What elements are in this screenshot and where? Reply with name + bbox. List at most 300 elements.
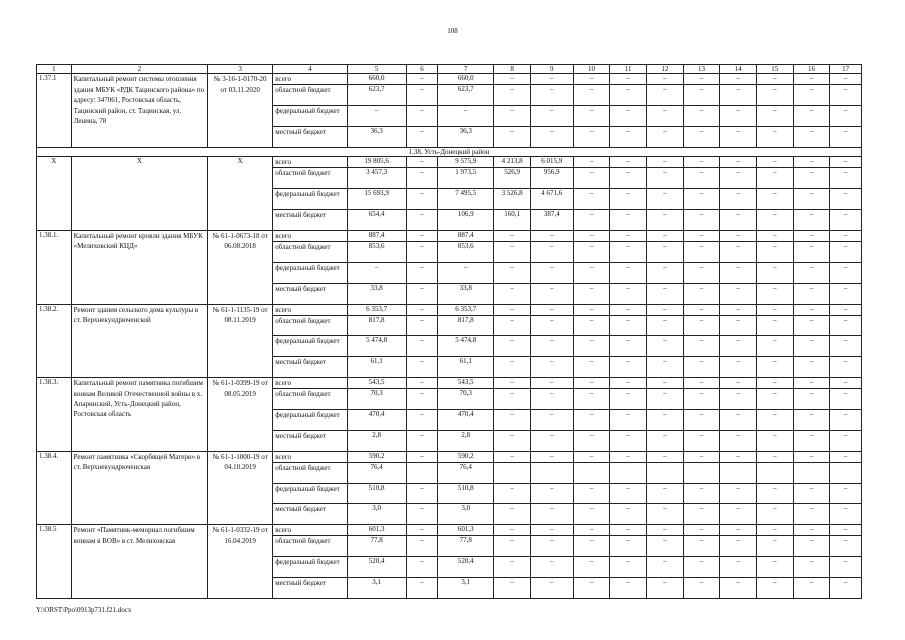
amount-cell: – bbox=[793, 357, 830, 378]
amount-cell: – bbox=[793, 536, 830, 557]
amount-cell: 660,0 bbox=[438, 74, 494, 85]
column-number-row bbox=[37, 65, 862, 74]
amount-cell: 590,2 bbox=[347, 451, 406, 462]
amount-cell: – bbox=[756, 483, 793, 504]
amount-cell: 160,1 bbox=[494, 210, 531, 231]
amount-cell: – bbox=[720, 525, 757, 536]
column-number: 16 bbox=[793, 65, 830, 74]
amount-cell: – bbox=[830, 168, 862, 189]
column-number: 6 bbox=[406, 65, 438, 74]
amount-cell: – bbox=[610, 504, 647, 525]
amount-cell: – bbox=[793, 430, 830, 451]
amount-cell: – bbox=[573, 504, 610, 525]
amount-cell bbox=[573, 462, 610, 483]
funding-source: областной бюджет bbox=[273, 315, 347, 336]
amount-cell: – bbox=[646, 106, 683, 127]
amount-cell: – bbox=[530, 304, 573, 315]
amount-cell: 601,3 bbox=[347, 525, 406, 536]
amount-cell: 106,9 bbox=[438, 210, 494, 231]
amount-cell: – bbox=[494, 127, 531, 148]
amount-cell: – bbox=[573, 409, 610, 430]
amount-cell: – bbox=[793, 525, 830, 536]
amount-cell: – bbox=[494, 430, 531, 451]
amount-cell: – bbox=[720, 577, 757, 598]
amount-cell: – bbox=[720, 157, 757, 168]
amount-cell: – bbox=[756, 389, 793, 410]
column-number: 14 bbox=[720, 65, 757, 74]
amount-cell: – bbox=[573, 378, 610, 389]
amount-cell: 510,8 bbox=[438, 483, 494, 504]
amount-cell: – bbox=[683, 127, 720, 148]
amount-cell: – bbox=[494, 525, 531, 536]
amount-cell: – bbox=[494, 378, 531, 389]
funding-source: федеральный бюджет bbox=[273, 262, 347, 283]
amount-cell: 543,5 bbox=[347, 378, 406, 389]
table-row bbox=[37, 378, 862, 389]
amount-cell bbox=[830, 462, 862, 483]
funding-source: областной бюджет bbox=[273, 536, 347, 557]
amount-cell: – bbox=[494, 483, 531, 504]
amount-cell: – bbox=[406, 210, 438, 231]
amount-cell: – bbox=[830, 304, 862, 315]
amount-cell: 623,7 bbox=[438, 85, 494, 106]
funding-source: областной бюджет bbox=[273, 389, 347, 410]
row-marker: Х bbox=[37, 157, 72, 231]
amount-cell: – bbox=[830, 85, 862, 106]
amount-cell: – bbox=[683, 304, 720, 315]
amount-cell: – bbox=[573, 557, 610, 578]
amount-cell: – bbox=[610, 189, 647, 210]
amount-cell: – bbox=[610, 451, 647, 462]
amount-cell: – bbox=[720, 283, 757, 304]
funding-source: местный бюджет bbox=[273, 283, 347, 304]
amount-cell: – bbox=[720, 409, 757, 430]
table-row bbox=[37, 525, 862, 536]
item-number: 1.37.1 bbox=[37, 74, 72, 148]
funding-source: местный бюджет bbox=[273, 430, 347, 451]
amount-cell bbox=[756, 462, 793, 483]
amount-cell: – bbox=[406, 230, 438, 241]
amount-cell: – bbox=[406, 336, 438, 357]
amount-cell: – bbox=[494, 85, 531, 106]
amount-cell: – bbox=[830, 283, 862, 304]
amount-cell: – bbox=[573, 336, 610, 357]
amount-cell: 4 671,6 bbox=[530, 189, 573, 210]
amount-cell: – bbox=[406, 304, 438, 315]
amount-cell: – bbox=[494, 74, 531, 85]
amount-cell: 1 973,5 bbox=[438, 168, 494, 189]
amount-cell: – bbox=[830, 127, 862, 148]
amount-cell: – bbox=[756, 536, 793, 557]
amount-cell: – bbox=[646, 85, 683, 106]
amount-cell: 601,3 bbox=[438, 525, 494, 536]
amount-cell: – bbox=[756, 304, 793, 315]
amount-cell: 76,4 bbox=[347, 462, 406, 483]
amount-cell: – bbox=[573, 315, 610, 336]
amount-cell: – bbox=[830, 577, 862, 598]
amount-cell: – bbox=[646, 389, 683, 410]
column-number: 13 bbox=[683, 65, 720, 74]
amount-cell: 887,4 bbox=[438, 230, 494, 241]
amount-cell: – bbox=[610, 283, 647, 304]
amount-cell: – bbox=[610, 210, 647, 231]
amount-cell: 7 495,5 bbox=[438, 189, 494, 210]
amount-cell: – bbox=[793, 210, 830, 231]
amount-cell: – bbox=[756, 336, 793, 357]
amount-cell: – bbox=[830, 336, 862, 357]
amount-cell: – bbox=[610, 389, 647, 410]
amount-cell: – bbox=[830, 74, 862, 85]
amount-cell: 623,7 bbox=[347, 85, 406, 106]
amount-cell: – bbox=[683, 557, 720, 578]
amount-cell: 510,8 bbox=[347, 483, 406, 504]
amount-cell: – bbox=[610, 577, 647, 598]
funding-source: местный бюджет bbox=[273, 357, 347, 378]
amount-cell: – bbox=[683, 283, 720, 304]
amount-cell: – bbox=[756, 189, 793, 210]
amount-cell: – bbox=[830, 536, 862, 557]
amount-cell: – bbox=[494, 315, 531, 336]
amount-cell: – bbox=[720, 85, 757, 106]
amount-cell: – bbox=[494, 357, 531, 378]
amount-cell: – bbox=[683, 536, 720, 557]
amount-cell: – bbox=[756, 106, 793, 127]
amount-cell: – bbox=[683, 85, 720, 106]
amount-cell: – bbox=[720, 451, 757, 462]
amount-cell: – bbox=[683, 315, 720, 336]
amount-cell: 6 353,7 bbox=[347, 304, 406, 315]
amount-cell: – bbox=[646, 189, 683, 210]
amount-cell: – bbox=[720, 504, 757, 525]
amount-cell: – bbox=[530, 378, 573, 389]
amount-cell: – bbox=[756, 74, 793, 85]
item-document: № 3-16-1-0170-20 от 03.11.2020 bbox=[208, 74, 273, 148]
amount-cell bbox=[793, 462, 830, 483]
funding-source: федеральный бюджет bbox=[273, 189, 347, 210]
amount-cell: – bbox=[756, 504, 793, 525]
column-number: 1 bbox=[37, 65, 72, 74]
amount-cell: – bbox=[406, 189, 438, 210]
amount-cell: – bbox=[830, 241, 862, 262]
amount-cell: – bbox=[494, 577, 531, 598]
amount-cell: – bbox=[573, 304, 610, 315]
amount-cell: – bbox=[646, 504, 683, 525]
amount-cell: – bbox=[830, 210, 862, 231]
column-number: 12 bbox=[646, 65, 683, 74]
amount-cell: – bbox=[646, 241, 683, 262]
amount-cell: – bbox=[756, 315, 793, 336]
amount-cell: – bbox=[793, 283, 830, 304]
amount-cell: – bbox=[610, 106, 647, 127]
amount-cell: – bbox=[793, 127, 830, 148]
item-number: 1.38.3. bbox=[37, 378, 72, 452]
amount-cell: – bbox=[530, 483, 573, 504]
amount-cell: 77,8 bbox=[438, 536, 494, 557]
amount-cell: – bbox=[494, 536, 531, 557]
amount-cell: – bbox=[830, 525, 862, 536]
amount-cell: – bbox=[530, 525, 573, 536]
amount-cell: – bbox=[610, 483, 647, 504]
amount-cell: – bbox=[573, 85, 610, 106]
amount-cell bbox=[494, 462, 531, 483]
amount-cell: – bbox=[756, 430, 793, 451]
amount-cell: – bbox=[610, 168, 647, 189]
table-row bbox=[37, 230, 862, 241]
amount-cell: – bbox=[646, 315, 683, 336]
amount-cell: – bbox=[406, 357, 438, 378]
amount-cell: 387,4 bbox=[530, 210, 573, 231]
item-name: Ремонт памятника «Скорбящей Матери» в ст. Верхнекундрюченская bbox=[71, 451, 207, 525]
funding-source: федеральный бюджет bbox=[273, 336, 347, 357]
funding-source: местный бюджет bbox=[273, 210, 347, 231]
amount-cell: – bbox=[646, 557, 683, 578]
amount-cell: – bbox=[756, 210, 793, 231]
funding-source: местный бюджет bbox=[273, 577, 347, 598]
amount-cell: – bbox=[406, 451, 438, 462]
amount-cell: – bbox=[646, 283, 683, 304]
amount-cell: – bbox=[530, 389, 573, 410]
amount-cell: – bbox=[646, 409, 683, 430]
amount-cell: – bbox=[720, 168, 757, 189]
table-body bbox=[37, 65, 862, 599]
amount-cell: – bbox=[438, 106, 494, 127]
item-name: Ремонт здания сельского дома культуры в ст. Верхнекундрюченской bbox=[71, 304, 207, 378]
amount-cell: – bbox=[683, 241, 720, 262]
amount-cell: – bbox=[683, 230, 720, 241]
funding-source: федеральный бюджет bbox=[273, 557, 347, 578]
amount-cell: – bbox=[573, 210, 610, 231]
amount-cell: – bbox=[683, 483, 720, 504]
amount-cell: – bbox=[793, 557, 830, 578]
amount-cell: – bbox=[646, 336, 683, 357]
amount-cell: – bbox=[406, 106, 438, 127]
column-number: 2 bbox=[71, 65, 207, 74]
amount-cell: 61,1 bbox=[347, 357, 406, 378]
item-document: № 61-1-0332-19 от 16.04.2019 bbox=[208, 525, 273, 599]
amount-cell: – bbox=[406, 389, 438, 410]
amount-cell: – bbox=[720, 389, 757, 410]
amount-cell: – bbox=[573, 483, 610, 504]
amount-cell: – bbox=[573, 389, 610, 410]
funding-source: всего bbox=[273, 74, 347, 85]
amount-cell: – bbox=[494, 262, 531, 283]
amount-cell: – bbox=[720, 557, 757, 578]
amount-cell: – bbox=[646, 451, 683, 462]
item-document: № 61-1-0673-18 от 06.08.2018 bbox=[208, 230, 273, 304]
amount-cell: – bbox=[610, 315, 647, 336]
funding-source: местный бюджет bbox=[273, 504, 347, 525]
amount-cell: – bbox=[610, 430, 647, 451]
amount-cell: – bbox=[720, 127, 757, 148]
amount-cell: – bbox=[406, 157, 438, 168]
amount-cell: – bbox=[756, 127, 793, 148]
amount-cell: – bbox=[793, 483, 830, 504]
amount-cell: – bbox=[610, 557, 647, 578]
amount-cell: – bbox=[793, 378, 830, 389]
amount-cell: – bbox=[793, 241, 830, 262]
amount-cell: – bbox=[756, 262, 793, 283]
amount-cell: – bbox=[573, 577, 610, 598]
amount-cell: – bbox=[610, 525, 647, 536]
amount-cell: – bbox=[610, 230, 647, 241]
amount-cell: – bbox=[683, 357, 720, 378]
amount-cell: 19 805,6 bbox=[347, 157, 406, 168]
amount-cell: – bbox=[683, 409, 720, 430]
amount-cell: 5 474,8 bbox=[438, 336, 494, 357]
amount-cell: 470,4 bbox=[347, 409, 406, 430]
amount-cell: 590,2 bbox=[438, 451, 494, 462]
amount-cell: – bbox=[494, 283, 531, 304]
amount-cell: – bbox=[683, 451, 720, 462]
amount-cell: – bbox=[830, 389, 862, 410]
amount-cell: – bbox=[347, 262, 406, 283]
amount-cell: – bbox=[756, 525, 793, 536]
amount-cell: 520,4 bbox=[347, 557, 406, 578]
amount-cell: – bbox=[573, 430, 610, 451]
amount-cell: – bbox=[530, 127, 573, 148]
column-number: 7 bbox=[438, 65, 494, 74]
amount-cell: – bbox=[793, 74, 830, 85]
amount-cell: – bbox=[683, 378, 720, 389]
amount-cell: – bbox=[406, 430, 438, 451]
column-number: 10 bbox=[573, 65, 610, 74]
page-number: 108 bbox=[447, 27, 458, 35]
amount-cell: – bbox=[530, 557, 573, 578]
amount-cell: – bbox=[830, 106, 862, 127]
amount-cell: – bbox=[494, 451, 531, 462]
amount-cell: – bbox=[756, 577, 793, 598]
amount-cell: – bbox=[530, 106, 573, 127]
amount-cell: – bbox=[610, 74, 647, 85]
amount-cell: 2,8 bbox=[347, 430, 406, 451]
amount-cell: – bbox=[683, 525, 720, 536]
amount-cell: – bbox=[756, 283, 793, 304]
column-number: 4 bbox=[273, 65, 347, 74]
amount-cell bbox=[683, 462, 720, 483]
amount-cell: – bbox=[406, 504, 438, 525]
amount-cell: 4 213,8 bbox=[494, 157, 531, 168]
amount-cell: 6 353,7 bbox=[438, 304, 494, 315]
amount-cell: – bbox=[683, 577, 720, 598]
amount-cell: 3,0 bbox=[347, 504, 406, 525]
amount-cell: – bbox=[830, 409, 862, 430]
amount-cell: 9 575,9 bbox=[438, 157, 494, 168]
funding-source: всего bbox=[273, 157, 347, 168]
funding-source: всего bbox=[273, 451, 347, 462]
amount-cell: – bbox=[683, 430, 720, 451]
amount-cell: – bbox=[646, 357, 683, 378]
amount-cell: – bbox=[646, 525, 683, 536]
amount-cell: – bbox=[830, 557, 862, 578]
amount-cell: 3,0 bbox=[438, 504, 494, 525]
amount-cell bbox=[530, 462, 573, 483]
amount-cell: – bbox=[793, 85, 830, 106]
amount-cell: – bbox=[756, 557, 793, 578]
amount-cell: – bbox=[610, 262, 647, 283]
amount-cell: – bbox=[646, 483, 683, 504]
funding-source: областной бюджет bbox=[273, 462, 347, 483]
amount-cell: – bbox=[646, 304, 683, 315]
amount-cell: 956,9 bbox=[530, 168, 573, 189]
funding-source: областной бюджет bbox=[273, 85, 347, 106]
amount-cell: – bbox=[530, 577, 573, 598]
item-number: 1.38.1. bbox=[37, 230, 72, 304]
amount-cell: – bbox=[683, 504, 720, 525]
amount-cell: – bbox=[530, 409, 573, 430]
column-number: 3 bbox=[208, 65, 273, 74]
amount-cell: – bbox=[646, 430, 683, 451]
amount-cell: – bbox=[610, 157, 647, 168]
item-number: 1.38.4. bbox=[37, 451, 72, 525]
amount-cell: – bbox=[494, 336, 531, 357]
amount-cell bbox=[646, 462, 683, 483]
amount-cell: – bbox=[830, 230, 862, 241]
amount-cell: 543,5 bbox=[438, 378, 494, 389]
amount-cell: – bbox=[494, 304, 531, 315]
amount-cell: 853,6 bbox=[438, 241, 494, 262]
amount-cell: – bbox=[683, 389, 720, 410]
amount-cell: – bbox=[610, 336, 647, 357]
amount-cell: – bbox=[720, 210, 757, 231]
amount-cell: 3,1 bbox=[438, 577, 494, 598]
amount-cell: – bbox=[756, 357, 793, 378]
amount-cell: – bbox=[720, 189, 757, 210]
amount-cell: 660,0 bbox=[347, 74, 406, 85]
funding-source: федеральный бюджет bbox=[273, 483, 347, 504]
amount-cell: – bbox=[530, 283, 573, 304]
amount-cell: – bbox=[646, 157, 683, 168]
amount-cell: 76,4 bbox=[438, 462, 494, 483]
amount-cell: – bbox=[438, 262, 494, 283]
amount-cell: – bbox=[756, 168, 793, 189]
amount-cell: – bbox=[793, 451, 830, 462]
amount-cell: – bbox=[793, 304, 830, 315]
amount-cell: 61,1 bbox=[438, 357, 494, 378]
amount-cell: – bbox=[683, 74, 720, 85]
amount-cell: 470,4 bbox=[438, 409, 494, 430]
amount-cell: 853,6 bbox=[347, 241, 406, 262]
column-number: 9 bbox=[530, 65, 573, 74]
amount-cell: – bbox=[610, 85, 647, 106]
amount-cell: 3 526,8 bbox=[494, 189, 531, 210]
amount-cell: – bbox=[406, 409, 438, 430]
amount-cell: – bbox=[793, 577, 830, 598]
amount-cell: – bbox=[720, 536, 757, 557]
item-document: № 61-1-0399-19 от 08.05.2019 bbox=[208, 378, 273, 452]
amount-cell: – bbox=[646, 378, 683, 389]
amount-cell: – bbox=[756, 241, 793, 262]
amount-cell: – bbox=[720, 262, 757, 283]
funding-source: всего bbox=[273, 525, 347, 536]
column-number: 11 bbox=[610, 65, 647, 74]
amount-cell: – bbox=[406, 536, 438, 557]
amount-cell: – bbox=[793, 106, 830, 127]
amount-cell: – bbox=[573, 106, 610, 127]
section-title: 1.38. Усть-Донецкий район bbox=[37, 147, 862, 156]
amount-cell: – bbox=[756, 451, 793, 462]
amount-cell: – bbox=[530, 536, 573, 557]
amount-cell: – bbox=[646, 536, 683, 557]
amount-cell: – bbox=[646, 262, 683, 283]
amount-cell: – bbox=[406, 85, 438, 106]
amount-cell: – bbox=[830, 430, 862, 451]
amount-cell: – bbox=[720, 230, 757, 241]
amount-cell: – bbox=[573, 127, 610, 148]
amount-cell: – bbox=[830, 483, 862, 504]
amount-cell: – bbox=[406, 74, 438, 85]
amount-cell: – bbox=[573, 241, 610, 262]
amount-cell: – bbox=[573, 230, 610, 241]
